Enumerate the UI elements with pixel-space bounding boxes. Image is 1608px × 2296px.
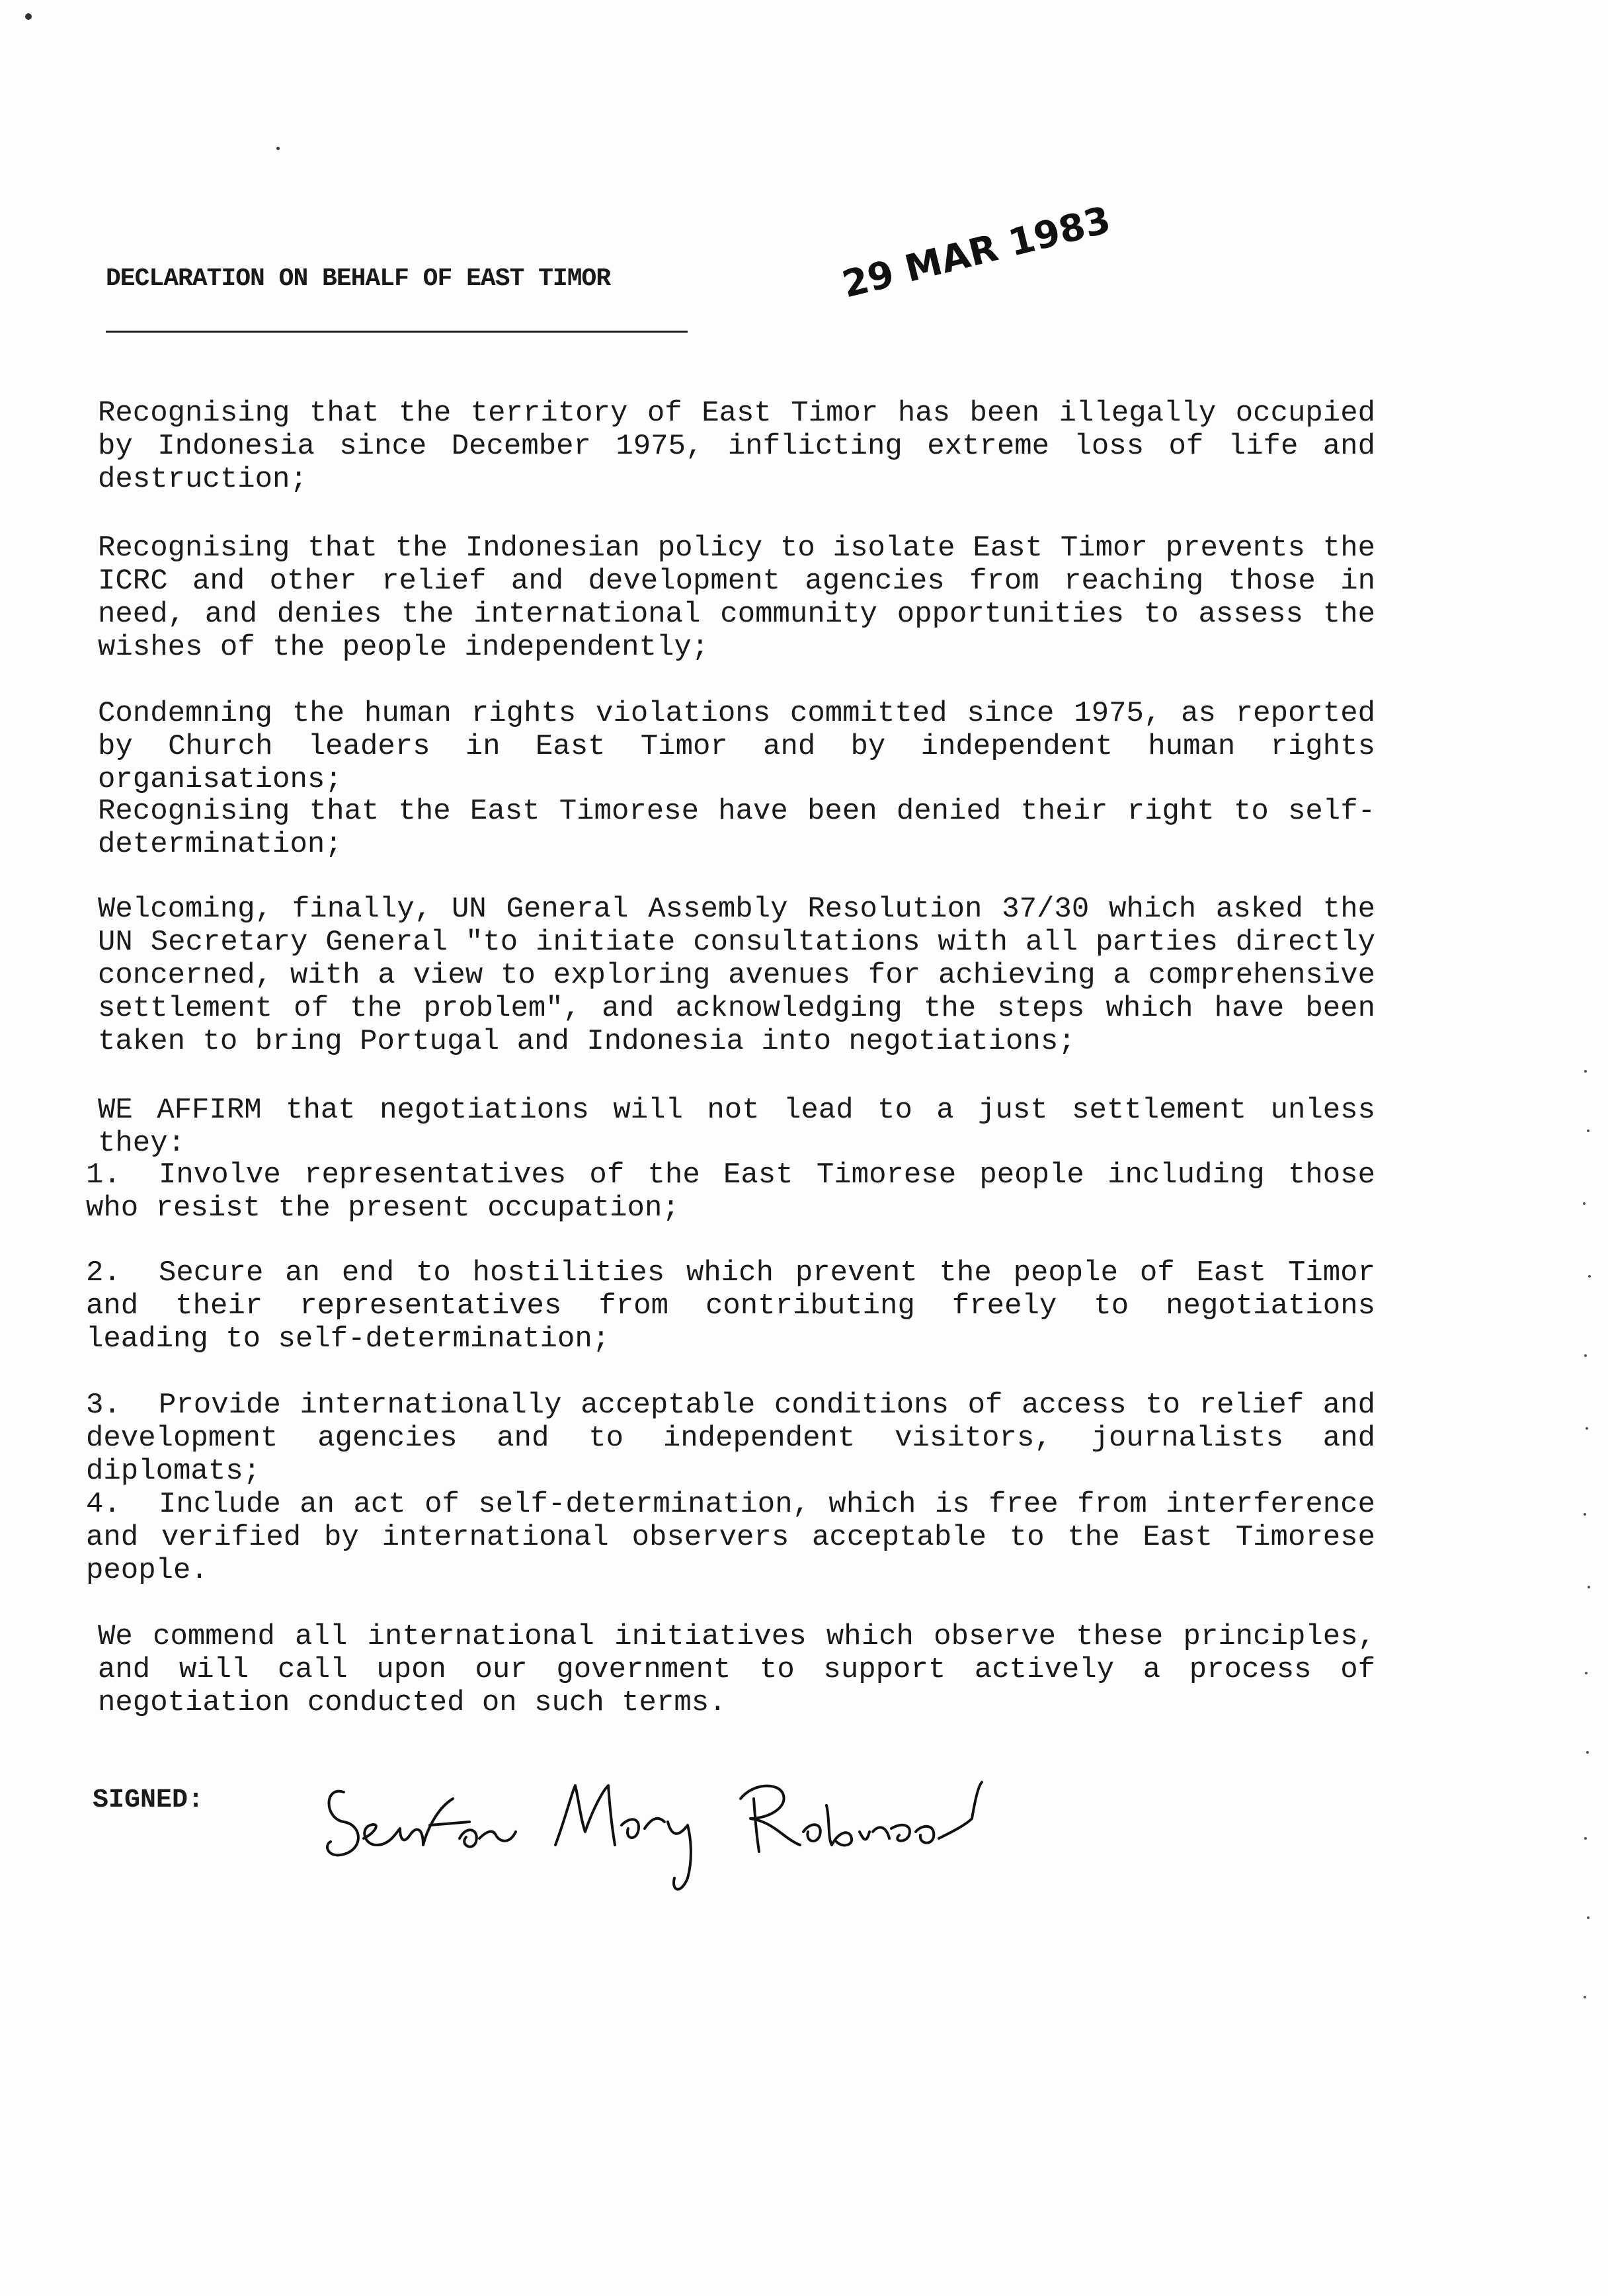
date-stamp — [833, 198, 1115, 317]
paragraph-closing: We commend all international initiatives which observe these principles, and will call upon our government to support actively a process of negotiation conducted on such terms. — [98, 1620, 1375, 1719]
paragraph-isolation-policy: Recognising that the Indonesian policy to isolate East Timor prevents the ICRC and other relief and development agencies from reaching those in need, and denies the international community opportunities to assess the wishes of the people independently; — [98, 532, 1375, 664]
item-number: 4. — [86, 1488, 121, 1521]
scan-speck — [276, 147, 280, 150]
scan-speck — [25, 13, 32, 20]
list-item — [86, 1256, 1375, 1356]
paragraph-affirmation: WE AFFIRM that negotiations will not lead to a just settlement unless they: — [98, 1094, 1375, 1160]
date-stamp-text: 29 MAR 1983 — [838, 198, 1115, 307]
item-text: Secure an end to hostilities which prevent the people of East Timor and their representatives from contributing freely to negotiations leading to self-determination; — [86, 1256, 1375, 1356]
item-text: Include an act of self-determination, which is free from interference and verified by international observers acceptable to the East Timorese people. — [86, 1488, 1375, 1587]
list-item — [86, 1389, 1375, 1488]
scan-edge-marks — [1579, 1058, 1599, 2050]
paragraph-self-determination: Recognising that the East Timorese have been denied their right to self-determination; — [98, 795, 1375, 861]
item-number: 2. — [86, 1256, 121, 1290]
paragraph-occupation: Recognising that the territory of East Timor has been illegally occupied by Indonesia since December 1975, inflicting extreme loss of life and destruction; — [98, 397, 1375, 496]
document-title: DECLARATION ON BEHALF OF EAST TIMOR — [106, 265, 611, 293]
list-item — [86, 1159, 1375, 1225]
item-text: Provide internationally acceptable conditions of access to relief and development agencies and to independent visitors, journalists and diplomats; — [86, 1389, 1375, 1488]
handwritten-signature — [317, 1746, 1018, 1905]
list-item — [86, 1488, 1375, 1587]
paragraph-human-rights: Condemning the human rights violations committed since 1975, as reported by Church leaders in East Timor and by independent human rights organisations; — [98, 697, 1375, 796]
item-text: Involve representatives of the East Timorese people including those who resist the present occupation; — [86, 1159, 1375, 1225]
paragraph-un-resolution: Welcoming, finally, UN General Assembly Resolution 37/30 which asked the UN Secretary General "to initiate consultations with all parties directly concerned, with a view to exploring avenues for achieving a comprehensive settlement of the problem", and acknowledging the steps which have been taken to bring Portugal and Indonesia into negotiations; — [98, 893, 1375, 1058]
title-underline — [106, 331, 688, 333]
item-number: 1. — [86, 1159, 121, 1192]
signed-label: SIGNED: — [93, 1785, 204, 1815]
item-number: 3. — [86, 1389, 121, 1422]
